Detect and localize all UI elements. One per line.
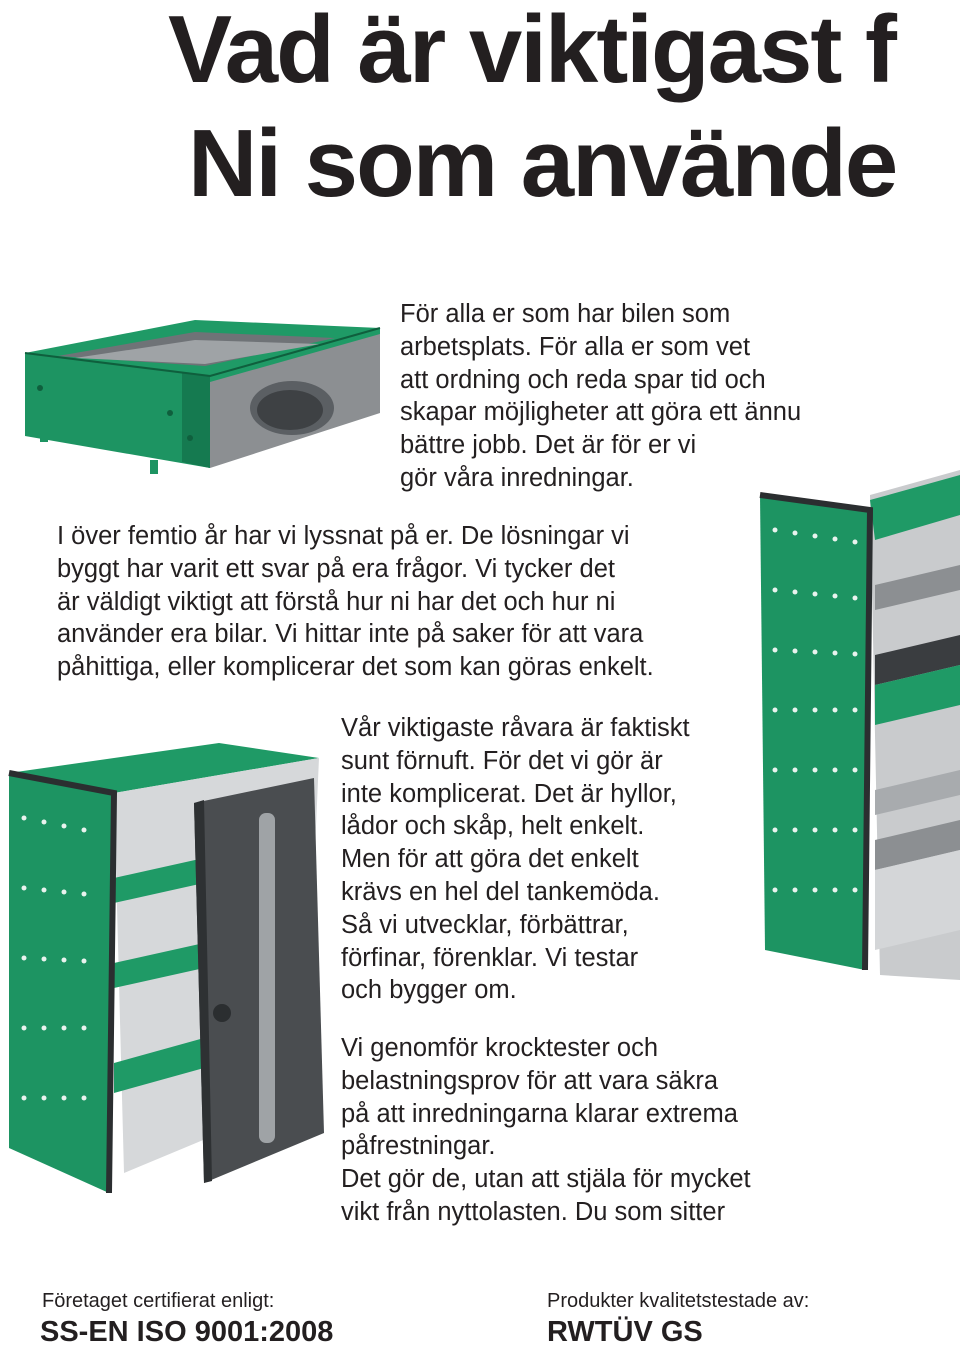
- testing-line: belastningsprov för att vara säkra: [341, 1066, 719, 1095]
- common-sense-line: Så vi utvecklar, förbättrar,: [341, 910, 629, 939]
- drawer-unit-image: [20, 318, 400, 488]
- testing-paragraph: [341, 1032, 751, 1229]
- intro-paragraph: [400, 298, 801, 495]
- company-certification-label: Företaget certifierat enligt:: [42, 1290, 275, 1312]
- common-sense-line: lådor och skåp, helt enkelt.: [341, 812, 645, 841]
- testing-line: påfrestningar.: [341, 1132, 496, 1161]
- history-line: påhittiga, eller komplicerar det som kan göras enkelt.: [57, 653, 654, 682]
- history-line: använder era bilar. Vi hittar inte på saker för att vara: [57, 620, 644, 649]
- testing-line: Vi genomför krocktester och: [341, 1034, 659, 1062]
- testing-line: Det gör de, utan att stjäla för mycket: [341, 1165, 751, 1194]
- product-testing-body: RWTÜV GS: [547, 1316, 703, 1348]
- intro-line: skapar möjligheter att göra ett ännu: [400, 398, 802, 427]
- cabinet-image: [4, 738, 334, 1208]
- common-sense-line: Vår viktigaste råvara är faktiskt: [341, 714, 690, 742]
- headline-line-1: Vad är viktigast f: [168, 0, 895, 103]
- product-testing-label: Produkter kvalitetstestade av:: [547, 1290, 810, 1312]
- company-certification-standard: SS-EN ISO 9001:2008: [40, 1316, 334, 1348]
- common-sense-line: Men för att göra det enkelt: [341, 845, 639, 874]
- common-sense-line: och bygger om.: [341, 976, 517, 1005]
- intro-line: arbetsplats. För alla er som vet: [400, 332, 751, 361]
- common-sense-line: krävs en hel del tankemöda.: [341, 877, 660, 906]
- common-sense-line: sunt förnuft. För det vi gör är: [341, 746, 663, 775]
- history-line: är väldigt viktigt att förstå hur ni har det och hur ni: [57, 587, 616, 616]
- common-sense-paragraph: [341, 712, 690, 1007]
- testing-line: på att inredningarna klarar extrema: [341, 1099, 738, 1128]
- headline-line-2: Ni som använde: [188, 110, 897, 217]
- common-sense-line: inte komplicerat. Det är hyllor,: [341, 779, 677, 808]
- intro-line: För alla er som har bilen som: [400, 300, 731, 328]
- shelf-unit-image: [755, 470, 960, 980]
- history-line: byggt har varit ett svar på era frågor. Vi tycker det: [57, 554, 615, 583]
- common-sense-line: förfinar, förenklar. Vi testar: [341, 943, 639, 972]
- history-paragraph: [57, 520, 654, 684]
- intro-line: bättre jobb. Det är för er vi: [400, 431, 697, 460]
- history-line: I över femtio år har vi lyssnat på er. De lösningar vi: [57, 522, 630, 550]
- testing-line: vikt från nyttolasten. Du som sitter: [341, 1197, 726, 1226]
- intro-line: att ordning och reda spar tid och: [400, 365, 766, 394]
- intro-line: gör våra inredningar.: [400, 463, 634, 492]
